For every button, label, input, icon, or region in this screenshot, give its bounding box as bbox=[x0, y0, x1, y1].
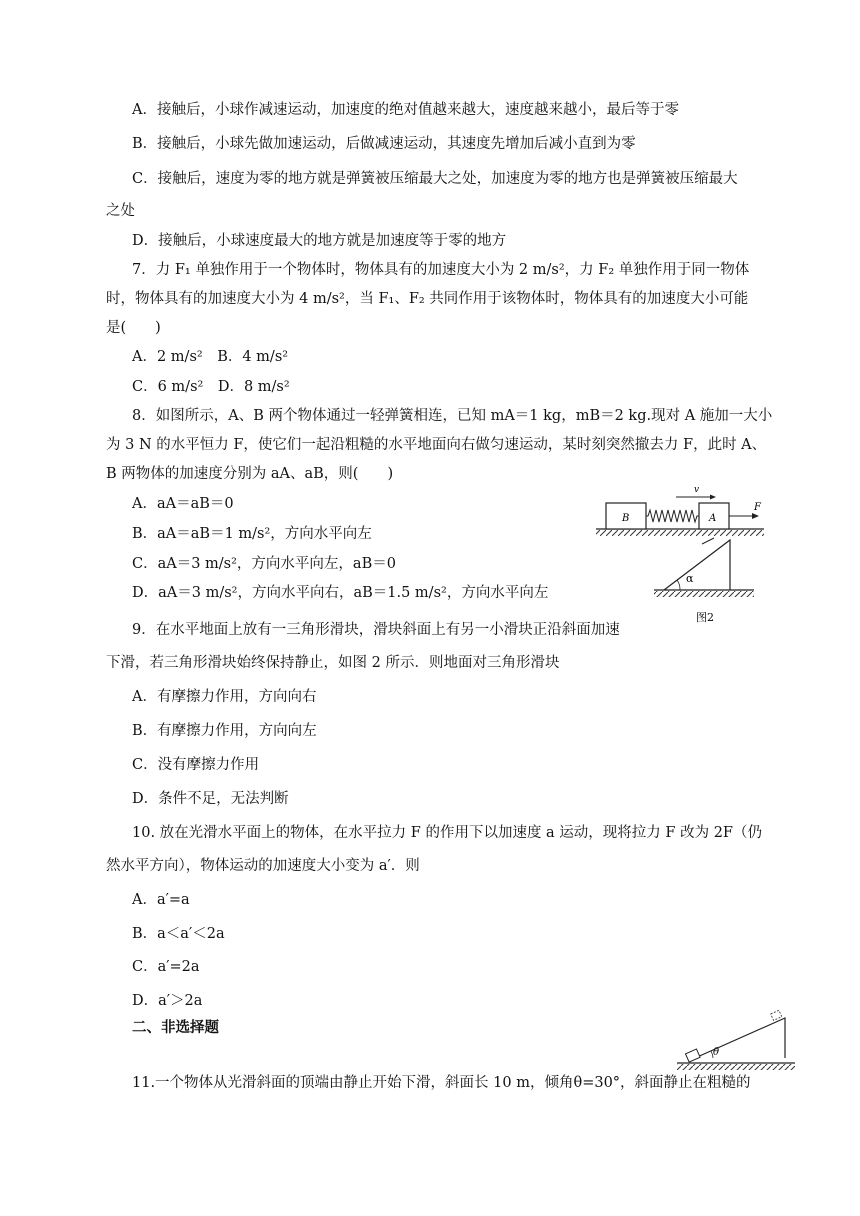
incline-figure bbox=[675, 1006, 800, 1076]
text-line bbox=[0, 231, 860, 251]
text-line bbox=[0, 464, 860, 484]
text-line bbox=[0, 100, 860, 120]
text-line bbox=[0, 435, 860, 455]
text-line bbox=[0, 721, 860, 741]
text-line bbox=[0, 653, 860, 673]
text-line-content: 之处 bbox=[106, 203, 135, 219]
text-line bbox=[0, 856, 860, 876]
text-line-content: 时，物体具有的加速度大小为 4 m/s²，当 F₁、F₂ 共同作用于该物体时，物体具有的加速度大小可能 bbox=[106, 291, 749, 307]
text-line-content: B 两物体的加速度分别为 aA、aB，则( ) bbox=[106, 466, 394, 482]
text-line-content: A．接触后，小球作减速运动，加速度的绝对值越来越大，速度越来越小，最后等于零 bbox=[132, 102, 679, 118]
text-line bbox=[0, 318, 860, 338]
text-line bbox=[0, 924, 860, 944]
text-line-content: 8．如图所示，A、B 两个物体通过一轻弹簧相连，已知 mA＝1 kg，mB＝2 kg.现对 A 施加一大小 bbox=[132, 408, 773, 424]
text-line bbox=[0, 347, 860, 367]
text-line-content: C．6 m/s² D．8 m/s² bbox=[132, 379, 290, 395]
text-line-content: B．有摩擦力作用，方向向左 bbox=[132, 723, 317, 739]
block-a-label: A bbox=[709, 513, 717, 524]
small-block bbox=[702, 538, 714, 544]
text-line bbox=[0, 755, 860, 775]
text-line bbox=[0, 687, 860, 707]
text-line-content: 10. 放在光滑水平面上的物体，在水平拉力 F 的作用下以加速度 a 运动，现将拉力 F 改为 2F（仍 bbox=[132, 825, 762, 841]
text-line-content: 9．在水平地面上放有一三角形滑块，滑块斜面上有另一小滑块正沿斜面加速 bbox=[132, 622, 620, 638]
wedge-figure bbox=[650, 532, 760, 632]
text-line-content: C．接触后，速度为零的地方就是弹簧被压缩最大之处，加速度为零的地方也是弹簧被压缩最大 bbox=[132, 171, 738, 187]
text-line-content: D．aA＝3 m/s²，方向水平向右，aB＝1.5 m/s²，方向水平向左 bbox=[132, 585, 549, 601]
text-line bbox=[0, 169, 860, 189]
text-line bbox=[0, 289, 860, 309]
text-line-content: A．2 m/s² B．4 m/s² bbox=[132, 349, 289, 365]
text-line-content: 二、非选择题 bbox=[132, 1019, 219, 1036]
force-label: F bbox=[754, 502, 761, 513]
text-line bbox=[0, 1073, 860, 1093]
text-line-content: B．aA＝aB＝1 m/s²，方向水平向左 bbox=[132, 526, 372, 542]
text-line bbox=[0, 134, 860, 154]
block-top bbox=[771, 1010, 782, 1020]
spring bbox=[646, 510, 699, 522]
text-line-content: 是( ) bbox=[106, 320, 161, 336]
text-line-content: D．a′＞2a bbox=[132, 993, 203, 1009]
text-line bbox=[0, 377, 860, 397]
text-line-content: 下滑，若三角形滑块始终保持静止，如图 2 所示．则地面对三角形滑块 bbox=[106, 655, 560, 671]
text-line-content: A．aA＝aB＝0 bbox=[132, 496, 234, 512]
block-bottom bbox=[685, 1049, 700, 1062]
text-line-content: D．接触后，小球速度最大的地方就是加速度等于零的地方 bbox=[132, 233, 507, 249]
text-line-content: 为 3 N 的水平恒力 F，使它们一起沿粗糙的水平地面向右做匀速运动，某时刻突然撤去力 F，此时 A、 bbox=[106, 437, 767, 453]
text-line bbox=[0, 406, 860, 426]
text-line-content: C．aA＝3 m/s²，方向水平向左，aB＝0 bbox=[132, 556, 396, 572]
wedge-angle-label: α bbox=[686, 572, 694, 585]
text-line-content: B．a＜a′＜2a bbox=[132, 926, 225, 942]
text-line bbox=[0, 890, 860, 910]
text-line-content: A．有摩擦力作用，方向向右 bbox=[132, 689, 317, 705]
text-line bbox=[0, 201, 860, 221]
text-line-content: 然水平方向），物体运动的加速度大小变为 a′．则 bbox=[106, 858, 420, 874]
block-b-label: B bbox=[622, 513, 630, 524]
incline bbox=[695, 1018, 785, 1058]
text-line-content: A．a′=a bbox=[132, 892, 190, 908]
incline-angle-label: θ bbox=[713, 1047, 720, 1058]
text-line bbox=[0, 823, 860, 843]
text-line-content: C．没有摩擦力作用 bbox=[132, 757, 260, 773]
text-line-content: D．条件不足，无法判断 bbox=[132, 791, 289, 807]
velocity-label: v bbox=[694, 485, 700, 495]
text-line-content: B．接触后，小球先做加速运动，后做减速运动，其速度先增加后减小直到为零 bbox=[132, 136, 636, 152]
wedge bbox=[664, 540, 730, 590]
text-line bbox=[0, 789, 860, 809]
text-line bbox=[0, 260, 860, 280]
text-line-content: C．a′=2a bbox=[132, 959, 200, 975]
figure-caption: 图2 bbox=[696, 611, 714, 624]
text-line-content: 7．力 F₁ 单独作用于一个物体时，物体具有的加速度大小为 2 m/s²，力 F₂ 单独作用于同一物体 bbox=[132, 262, 750, 278]
text-line-content: 11.一个物体从光滑斜面的顶端由静止开始下滑，斜面长 10 m，倾角θ=30°，斜面静止在粗糙的 bbox=[132, 1075, 751, 1091]
text-line bbox=[0, 957, 860, 977]
